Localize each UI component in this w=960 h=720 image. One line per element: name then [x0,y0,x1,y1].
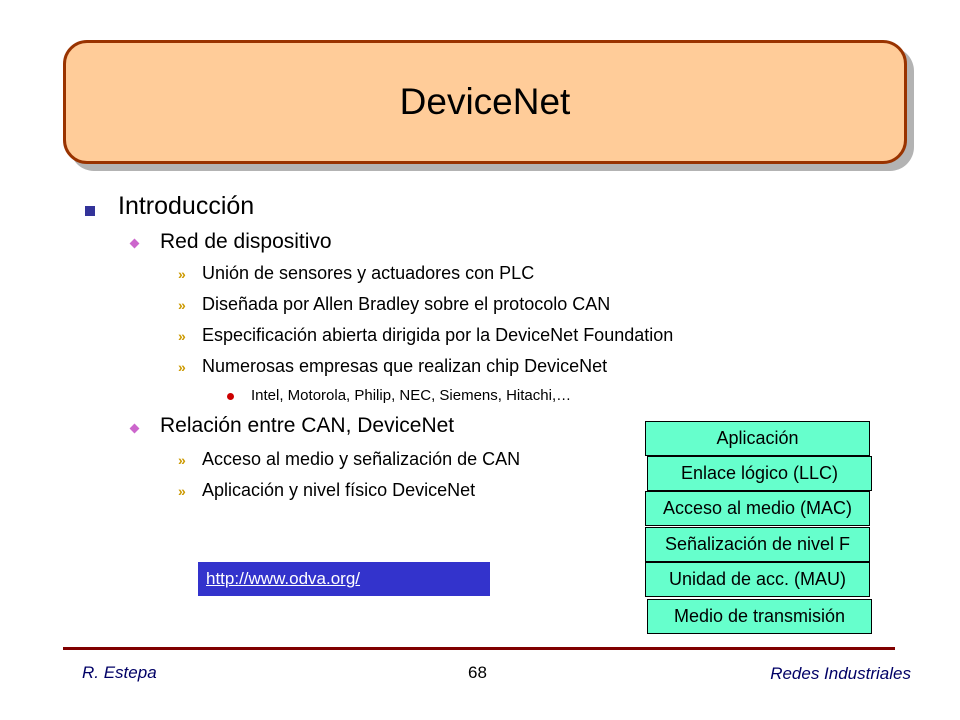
diamond-bullet-icon [130,239,140,249]
diamond-bullet-icon [130,424,140,434]
layer-llc: Enlace lógico (LLC) [647,456,872,491]
layer-signaling: Señalización de nivel F [645,527,870,562]
slide-title: DeviceNet [399,81,571,122]
bullet-companies: Intel, Motorola, Philip, NEC, Siemens, Hitachi,… [251,387,572,404]
bullet-sub1: Unión de sensores y actuadores con PLC [202,263,535,283]
footer-divider [63,647,895,650]
square-bullet-icon [85,206,95,216]
url-box [198,562,490,596]
double-arrow-bullet-icon: » [178,328,186,344]
bullet-relacion: Relación entre CAN, DeviceNet [160,414,455,437]
double-arrow-bullet-icon: » [178,359,186,375]
layer-mac: Acceso al medio (MAC) [645,491,870,526]
odva-link[interactable]: http://www.odva.org/ [206,569,361,588]
double-arrow-bullet-icon: » [178,452,186,468]
bullet-red: Red de dispositivo [160,230,332,253]
layer-application: Aplicación [645,421,870,456]
bullet-sub3: Especificación abierta dirigida por la DeviceNet Foundation [202,325,674,345]
bullet-intro: Introducción [118,192,255,220]
bullet-rel1: Acceso al medio y señalización de CAN [202,449,521,469]
bullet-sub4: Numerosas empresas que realizan chip DeviceNet [202,356,608,376]
layer-mau: Unidad de acc. (MAU) [645,562,870,597]
title-banner [63,40,907,164]
dot-bullet-icon [227,393,234,400]
double-arrow-bullet-icon: » [178,483,186,499]
double-arrow-bullet-icon: » [178,297,186,313]
bullet-sub2: Diseñada por Allen Bradley sobre el protocolo CAN [202,294,611,314]
footer-page-number: 68 [468,663,487,682]
double-arrow-bullet-icon: » [178,266,186,282]
bullet-rel2: Aplicación y nivel físico DeviceNet [202,480,476,500]
footer-course: Redes Industriales [770,664,911,683]
footer-author: R. Estepa [82,663,157,682]
layer-medium: Medio de transmisión [647,599,872,634]
